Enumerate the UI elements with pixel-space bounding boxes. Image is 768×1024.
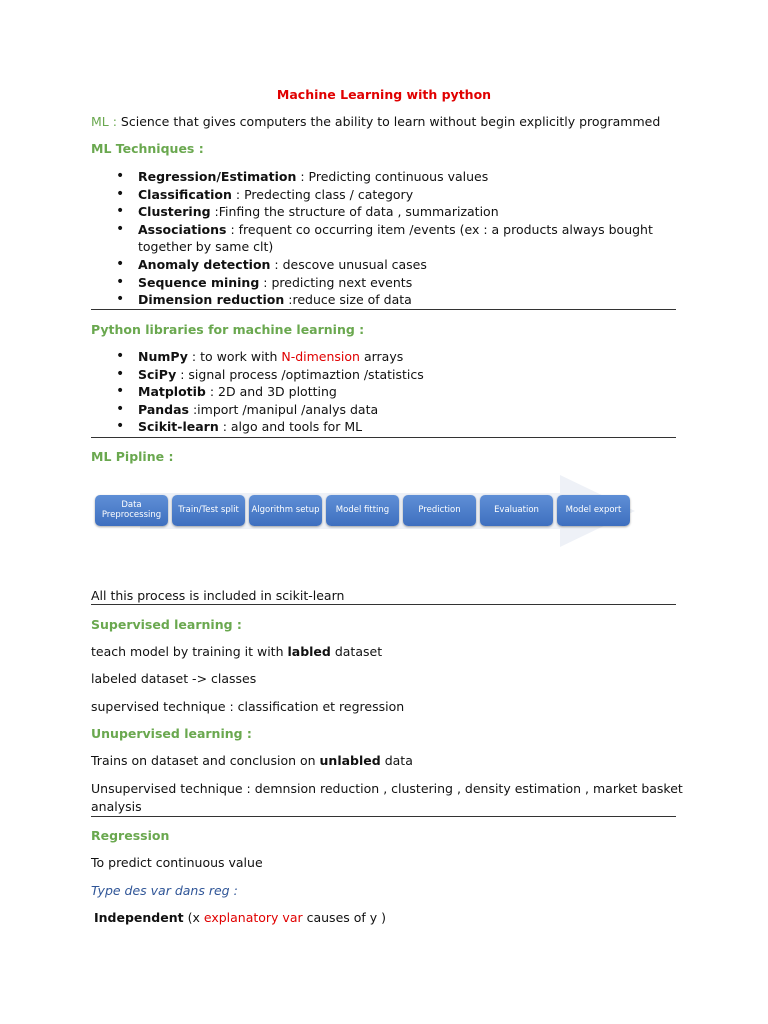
highlight: N-dimension (281, 349, 360, 364)
list-item (91, 418, 681, 436)
pipeline-step: Algorithm setup (249, 495, 322, 526)
desc: : algo and tools for ML (218, 419, 363, 435)
pipeline-step: Data Preprocessing (95, 495, 168, 526)
list-item (91, 256, 681, 274)
term: Anomaly detection (138, 256, 271, 272)
text: (x (183, 910, 204, 925)
pipeline-diagram (95, 472, 635, 552)
section-divider (91, 309, 676, 310)
ml-definition (91, 114, 660, 130)
supervised-line: supervised technique : classification et regression (91, 699, 405, 714)
list-item (91, 401, 681, 419)
term: Clustering (138, 204, 211, 220)
highlight: explanatory var (203, 910, 303, 925)
desc: : Predicting continuous values (296, 169, 489, 184)
desc: : predicting next events (259, 274, 413, 290)
unsupervised-heading: Unupervised learning : (91, 726, 252, 741)
desc: : frequent co occurring item /events (ex : a products always bought together by same clt) (138, 221, 653, 255)
term: Pandas (138, 401, 189, 417)
list-item (91, 274, 681, 292)
text: teach model by training it with (91, 644, 288, 659)
techniques-list (91, 168, 681, 309)
desc: : Predecting class / category (231, 186, 414, 202)
list-item (91, 383, 681, 401)
text: dataset (330, 644, 383, 659)
list-item (91, 291, 681, 309)
term: Scikit-learn (138, 419, 219, 435)
libraries-heading: Python libraries for machine learning : (91, 322, 365, 337)
unsupervised-line: analysis (91, 799, 142, 814)
term: NumPy (138, 349, 188, 364)
unsupervised-line (91, 753, 413, 769)
section-divider (91, 604, 676, 605)
list-item (91, 221, 681, 256)
term: Independent (94, 910, 184, 925)
emphasis: unlabled (319, 753, 381, 768)
desc: : descove unusual cases (270, 256, 427, 272)
regression-line: To predict continuous value (91, 855, 263, 870)
page-title: Machine Learning with python (276, 87, 492, 102)
regression-heading: Regression (91, 828, 170, 843)
section-divider (91, 437, 676, 438)
unsupervised-line: Unsupervised technique : demnsion reduction , clustering , density estimation , market basket (91, 781, 683, 796)
pipeline-heading: ML Pipline : (91, 449, 174, 464)
pipeline-step: Model fitting (326, 495, 399, 526)
term: Associations (138, 221, 227, 237)
term: Regression/Estimation (138, 169, 297, 184)
desc: : to work with (187, 349, 282, 364)
ml-definition-label: ML : (91, 114, 117, 129)
term: SciPy (138, 366, 177, 382)
desc: : signal process /optimaztion /statistics (176, 366, 424, 382)
section-divider (91, 816, 676, 817)
supervised-line: labeled dataset -> classes (91, 671, 257, 686)
text: Trains on dataset and conclusion on (91, 753, 320, 768)
term: Sequence mining (138, 274, 260, 290)
list-item (91, 366, 681, 384)
pipeline-step: Train/Test split (172, 495, 245, 526)
list-item (91, 348, 681, 366)
desc: arrays (359, 349, 404, 364)
list-item (91, 203, 681, 221)
regression-independent (94, 910, 386, 926)
text: causes of y ) (302, 910, 387, 925)
techniques-heading: ML Techniques : (91, 141, 204, 156)
supervised-heading: Supervised learning : (91, 617, 242, 632)
term: Classification (138, 186, 232, 202)
emphasis: labled (287, 644, 331, 659)
pipeline-step: Evaluation (480, 495, 553, 526)
list-item (91, 186, 681, 204)
term: Matplotib (138, 384, 206, 400)
desc: :reduce size of data (284, 292, 412, 308)
supervised-line (91, 644, 382, 660)
desc: :import /manipul /analys data (188, 401, 379, 417)
list-item (91, 168, 681, 186)
text: data (380, 753, 413, 768)
libraries-list (91, 348, 681, 436)
regression-subheading: Type des var dans reg : (91, 883, 238, 898)
ml-definition-text: Science that gives computers the ability to learn without begin explicitly programmed (116, 114, 661, 129)
term: Dimension reduction (138, 292, 285, 308)
pipeline-step: Model export (557, 495, 630, 526)
pipeline-note: All this process is included in scikit-learn (91, 588, 345, 603)
pipeline-step: Prediction (403, 495, 476, 526)
desc: : 2D and 3D plotting (205, 384, 337, 400)
desc: :Finfing the structure of data , summarization (210, 204, 499, 220)
